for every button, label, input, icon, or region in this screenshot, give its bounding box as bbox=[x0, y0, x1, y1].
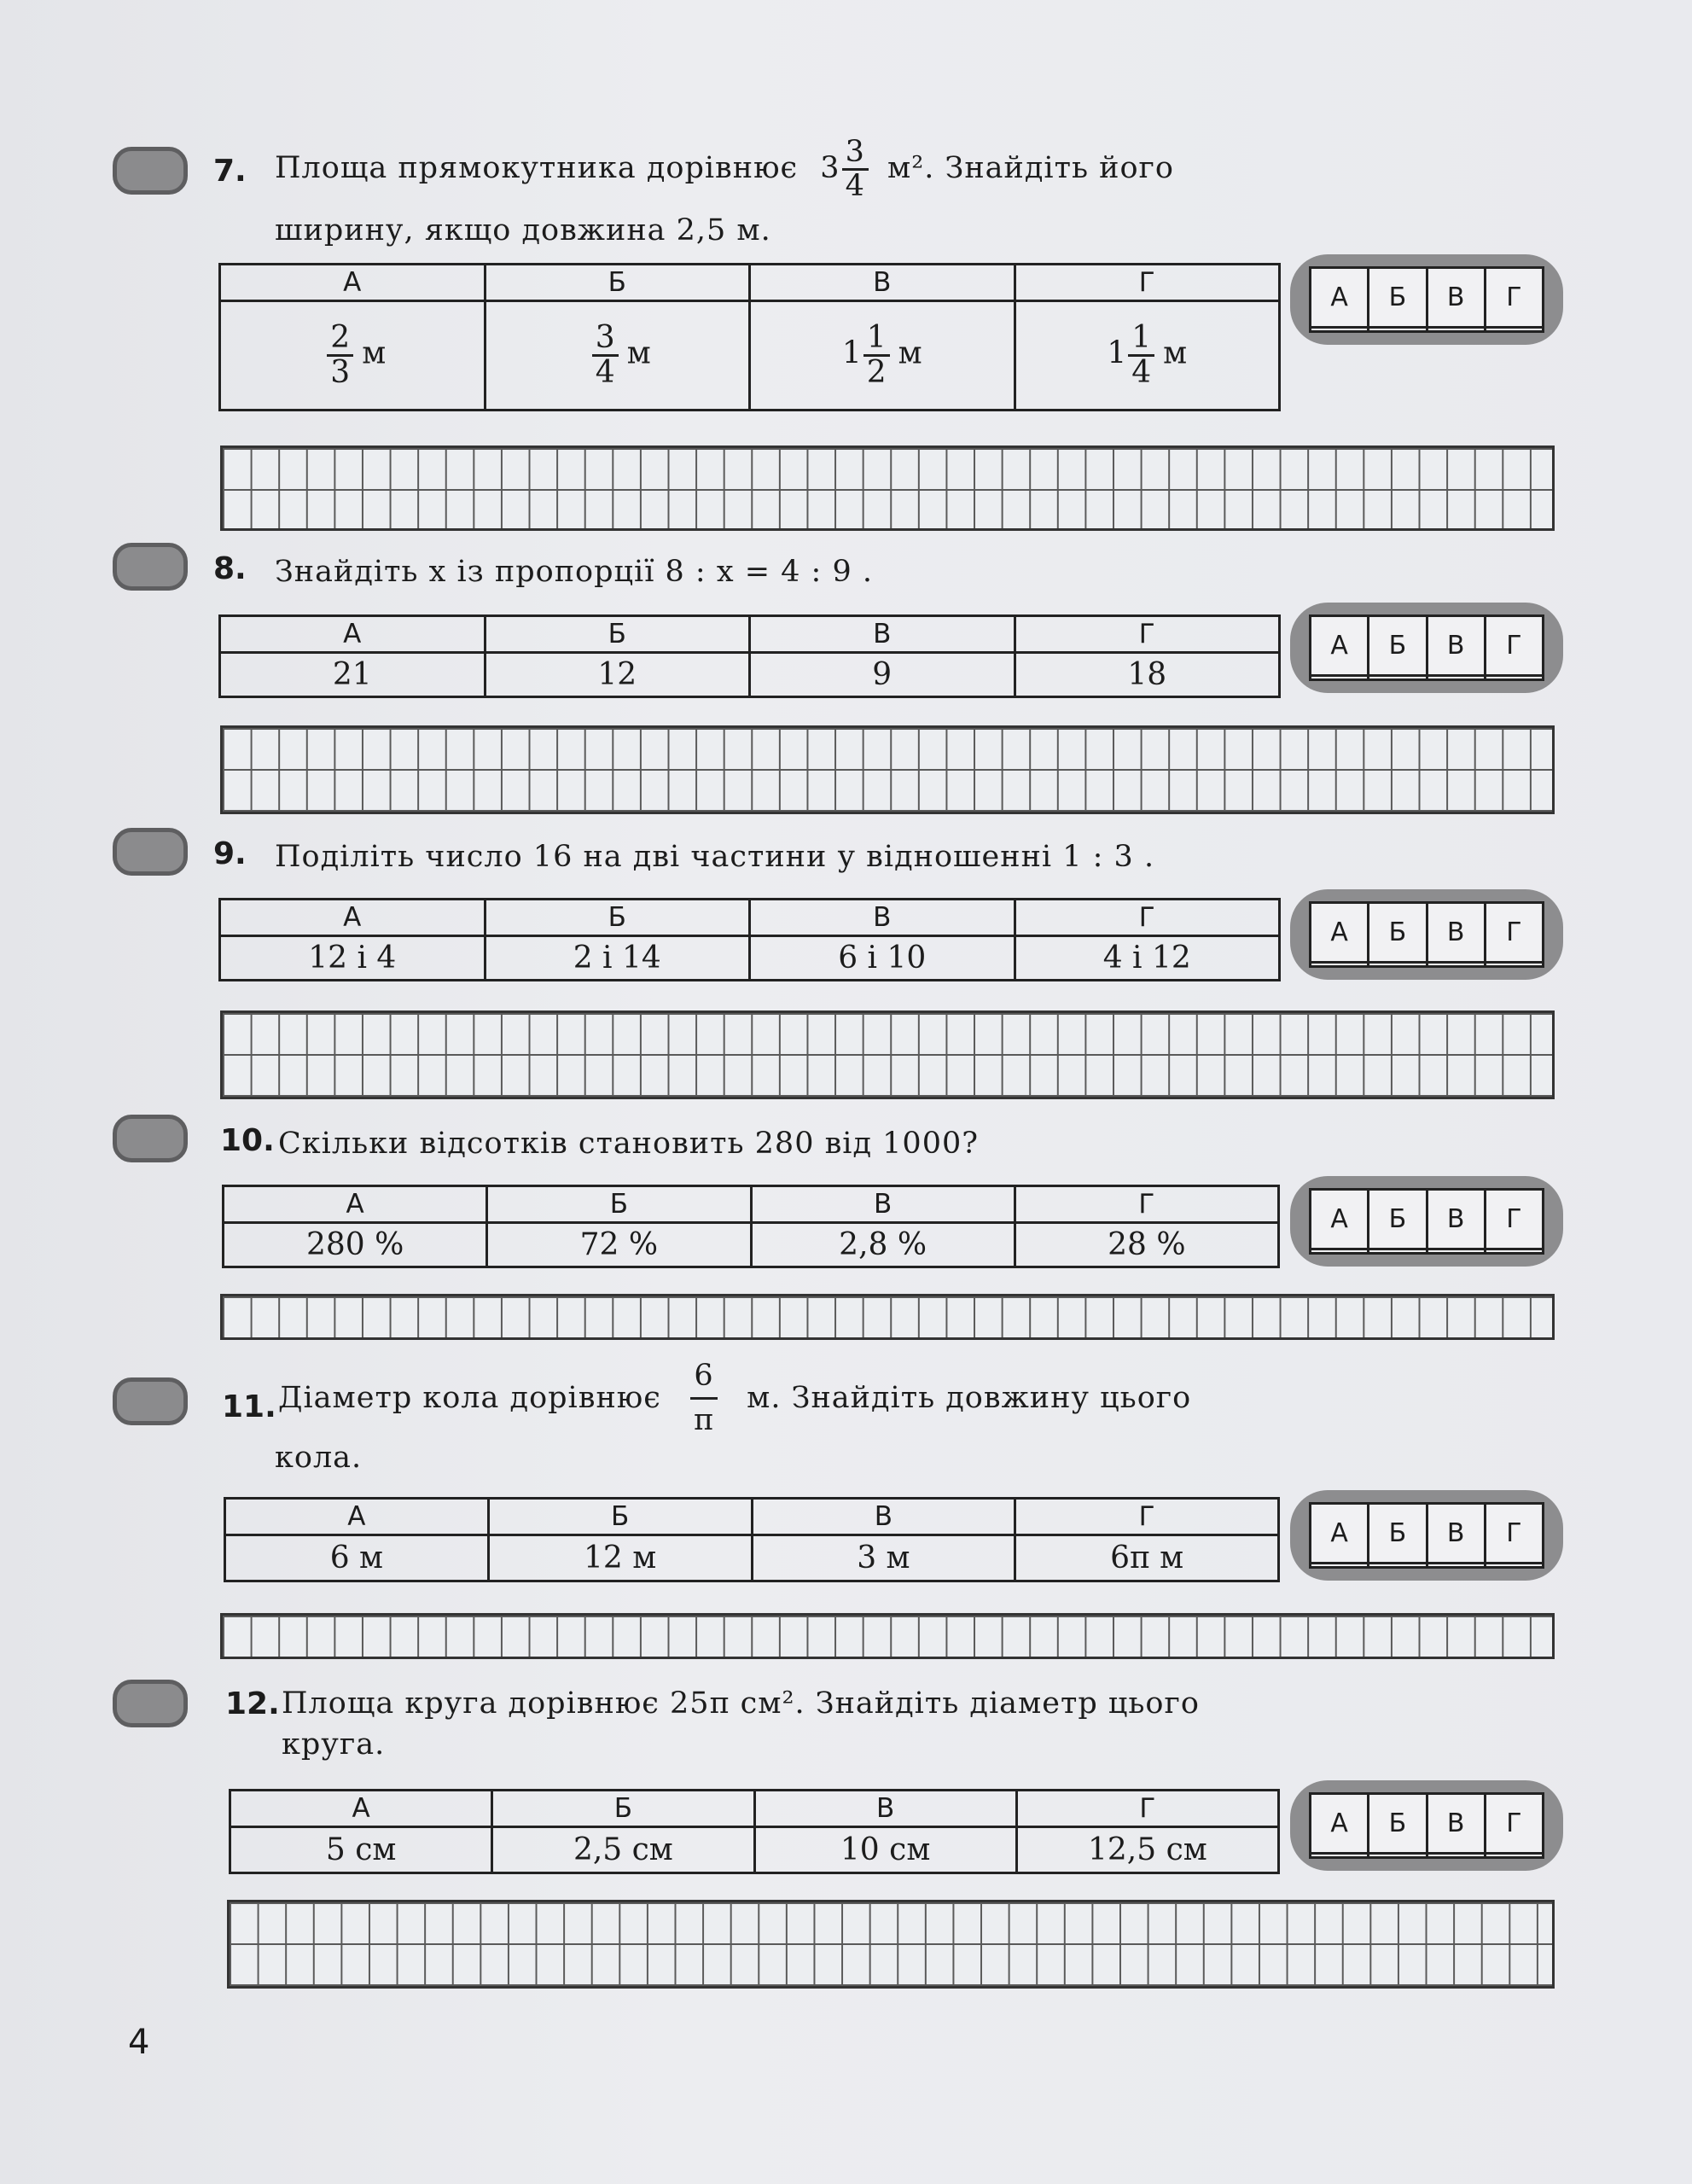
option-letter: Г bbox=[1016, 1791, 1278, 1827]
task-marker bbox=[113, 543, 188, 591]
work-grid[interactable] bbox=[220, 725, 1555, 814]
task-question: Знайдіть x із пропорції 8 : x = 4 : 9 . bbox=[275, 555, 873, 589]
answer-cell-a[interactable] bbox=[1311, 675, 1369, 680]
answer-letter: В bbox=[1427, 616, 1485, 676]
option-value: 5 см bbox=[230, 1827, 492, 1873]
answer-cell-v[interactable] bbox=[1427, 1249, 1485, 1254]
option-letter: Г bbox=[1015, 616, 1280, 653]
question-text: м. Знайдіть довжину цього bbox=[747, 1380, 1192, 1415]
option-value: 28 % bbox=[1015, 1223, 1278, 1267]
option-letter: Б bbox=[485, 900, 750, 936]
task-number: 12. bbox=[225, 1686, 280, 1721]
answer-cell-b[interactable] bbox=[1369, 1853, 1427, 1858]
answer-cell-g[interactable] bbox=[1485, 1563, 1543, 1568]
answer-box bbox=[1290, 1176, 1563, 1267]
answer-cell-a[interactable] bbox=[1311, 1563, 1369, 1568]
task-marker bbox=[113, 1115, 188, 1162]
options-table bbox=[224, 1497, 1280, 1582]
option-value: 2,5 см bbox=[492, 1827, 754, 1873]
answer-box bbox=[1290, 603, 1563, 693]
option-letter: В bbox=[750, 900, 1015, 936]
option-value: 9 bbox=[750, 653, 1015, 697]
task-number: 10. bbox=[220, 1123, 275, 1158]
option-value: 280 % bbox=[224, 1223, 487, 1267]
answer-cell-a[interactable] bbox=[1311, 327, 1369, 332]
answer-letter: Б bbox=[1369, 616, 1427, 676]
answer-letter: В bbox=[1427, 268, 1485, 328]
question-line-2: ширину, якщо довжина 2,5 м. bbox=[275, 213, 771, 248]
answer-box bbox=[1290, 1780, 1563, 1871]
option-value: 72 % bbox=[487, 1223, 751, 1267]
option-letter: А bbox=[225, 1499, 489, 1535]
answer-letter: Г bbox=[1485, 1794, 1543, 1854]
answer-cell-v[interactable] bbox=[1427, 962, 1485, 967]
work-grid[interactable] bbox=[220, 446, 1555, 531]
answer-cell-a[interactable] bbox=[1311, 1853, 1369, 1858]
answer-letter: Г bbox=[1485, 903, 1543, 963]
option-value: 6 і 10 bbox=[750, 936, 1015, 981]
answer-letter: Г bbox=[1485, 1190, 1543, 1249]
answer-letter: Б bbox=[1369, 903, 1427, 963]
work-grid[interactable] bbox=[220, 1613, 1555, 1659]
answer-cell-g[interactable] bbox=[1485, 327, 1543, 332]
option-letter: Б bbox=[488, 1499, 752, 1535]
option-value: 2 і 14 bbox=[485, 936, 750, 981]
answer-cell-b[interactable] bbox=[1369, 1249, 1427, 1254]
option-value: 10 см bbox=[754, 1827, 1016, 1873]
option-letter: В bbox=[754, 1791, 1016, 1827]
answer-letter: А bbox=[1311, 1794, 1369, 1854]
answer-cell-b[interactable] bbox=[1369, 675, 1427, 680]
task-question: Скільки відсотків становить 280 від 1000? bbox=[278, 1127, 979, 1161]
question-text: Діаметр кола дорівнює bbox=[278, 1380, 661, 1415]
option-value: 18 bbox=[1015, 653, 1280, 697]
task-number: 11. bbox=[222, 1389, 276, 1424]
task-question bbox=[275, 137, 1174, 202]
answer-cell-b[interactable] bbox=[1369, 1563, 1427, 1568]
option-letter: Г bbox=[1015, 1186, 1278, 1223]
answer-letter: В bbox=[1427, 1190, 1485, 1249]
answer-cell-v[interactable] bbox=[1427, 1563, 1485, 1568]
answer-cell-b[interactable] bbox=[1369, 327, 1427, 332]
option-value: 12 м bbox=[488, 1535, 752, 1581]
option-value: $\frac{3}{4}$ м bbox=[485, 301, 750, 411]
answer-cell-a[interactable] bbox=[1311, 1249, 1369, 1254]
answer-letter: Б bbox=[1369, 1190, 1427, 1249]
answer-cell-v[interactable] bbox=[1427, 1853, 1485, 1858]
option-value: 6 м bbox=[225, 1535, 489, 1581]
option-value: $\frac{2}{3}$ м bbox=[220, 301, 486, 411]
answer-letter: А bbox=[1311, 1504, 1369, 1564]
task-number: 8. bbox=[213, 551, 247, 586]
answer-letter: В bbox=[1427, 1794, 1485, 1854]
options-table bbox=[218, 614, 1281, 698]
answer-letter: Г bbox=[1485, 1504, 1543, 1564]
answer-letter: Б bbox=[1369, 1794, 1427, 1854]
answer-letter: А bbox=[1311, 903, 1369, 963]
answer-cell-v[interactable] bbox=[1427, 675, 1485, 680]
options-table bbox=[229, 1789, 1280, 1874]
mixed-number: 3 $\frac{3}{4}$ bbox=[820, 151, 877, 185]
option-letter: В bbox=[750, 265, 1015, 301]
answer-letter: В bbox=[1427, 903, 1485, 963]
task-marker bbox=[113, 828, 188, 876]
page-number: 4 bbox=[128, 2023, 150, 2062]
option-value: 6π м bbox=[1015, 1535, 1279, 1581]
answer-cell-g[interactable] bbox=[1485, 962, 1543, 967]
option-value: 12 і 4 bbox=[220, 936, 486, 981]
work-grid[interactable] bbox=[220, 1010, 1555, 1099]
answer-letter: Б bbox=[1369, 268, 1427, 328]
option-letter: А bbox=[220, 265, 486, 301]
answer-box bbox=[1290, 254, 1563, 345]
task-question bbox=[278, 1360, 1191, 1436]
option-value: 21 bbox=[220, 653, 486, 697]
option-letter: Б bbox=[492, 1791, 754, 1827]
option-letter: Г bbox=[1015, 1499, 1279, 1535]
answer-letter: Б bbox=[1369, 1504, 1427, 1564]
option-value: 12 bbox=[485, 653, 750, 697]
option-letter: В bbox=[750, 616, 1015, 653]
option-letter: В bbox=[751, 1186, 1015, 1223]
answer-letter: Г bbox=[1485, 616, 1543, 676]
question-text: Площа прямокутника дорівнює bbox=[275, 150, 799, 185]
answer-cell-v[interactable] bbox=[1427, 327, 1485, 332]
option-letter: Б bbox=[485, 265, 750, 301]
work-grid[interactable] bbox=[220, 1294, 1555, 1340]
option-letter: Б bbox=[487, 1186, 751, 1223]
option-letter: Г bbox=[1015, 265, 1280, 301]
option-letter: Б bbox=[485, 616, 750, 653]
option-value: 2,8 % bbox=[751, 1223, 1015, 1267]
options-table bbox=[218, 263, 1281, 411]
answer-cell-b[interactable] bbox=[1369, 962, 1427, 967]
question-line-2: кола. bbox=[275, 1441, 363, 1475]
task-question: Площа круга дорівнює 25π см². Знайдіть діаметр цього bbox=[282, 1686, 1200, 1721]
task-marker bbox=[113, 1377, 188, 1425]
option-letter: А bbox=[230, 1791, 492, 1827]
answer-cell-a[interactable] bbox=[1311, 962, 1369, 967]
fraction: $\frac{6}{\pi}$ bbox=[690, 1360, 718, 1436]
answer-letter: Г bbox=[1485, 268, 1543, 328]
option-letter: А bbox=[220, 616, 486, 653]
task-question: Поділіть число 16 на дві частини у відношенні 1 : 3 . bbox=[275, 840, 1155, 874]
answer-box bbox=[1290, 1490, 1563, 1581]
work-grid[interactable] bbox=[227, 1900, 1555, 1989]
option-value: 3 м bbox=[752, 1535, 1015, 1581]
option-letter: А bbox=[220, 900, 486, 936]
answer-letter: В bbox=[1427, 1504, 1485, 1564]
question-text: м². Знайдіть його bbox=[887, 150, 1174, 185]
option-letter: В bbox=[752, 1499, 1015, 1535]
answer-box bbox=[1290, 889, 1563, 980]
option-value: 4 і 12 bbox=[1015, 936, 1280, 981]
answer-letter: А bbox=[1311, 268, 1369, 328]
answer-cell-g[interactable] bbox=[1485, 1853, 1543, 1858]
task-marker bbox=[113, 147, 188, 195]
task-marker bbox=[113, 1680, 188, 1727]
answer-cell-g[interactable] bbox=[1485, 675, 1543, 680]
option-value: 1 $\frac{1}{4}$ м bbox=[1015, 301, 1280, 411]
answer-letter: А bbox=[1311, 616, 1369, 676]
option-letter: Г bbox=[1015, 900, 1280, 936]
task-number: 9. bbox=[213, 836, 247, 871]
option-letter: А bbox=[224, 1186, 487, 1223]
task-number: 7. bbox=[213, 154, 247, 189]
options-table bbox=[218, 898, 1281, 981]
answer-cell-g[interactable] bbox=[1485, 1249, 1543, 1254]
options-table bbox=[222, 1185, 1280, 1268]
question-line-2: круга. bbox=[282, 1727, 386, 1762]
option-value: 12,5 см bbox=[1016, 1827, 1278, 1873]
answer-letter: А bbox=[1311, 1190, 1369, 1249]
option-value: 1 $\frac{1}{2}$ м bbox=[750, 301, 1015, 411]
